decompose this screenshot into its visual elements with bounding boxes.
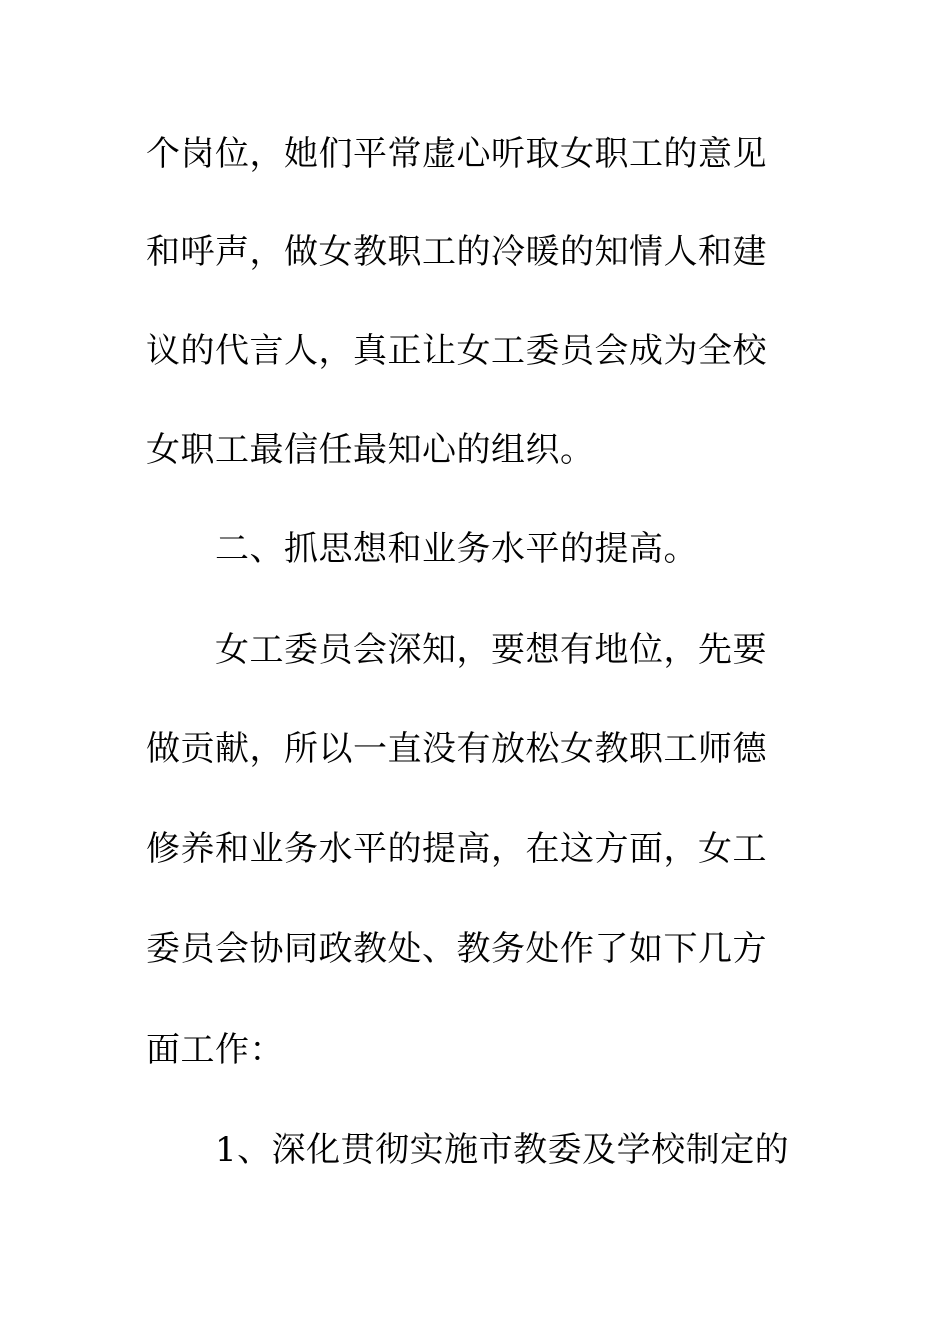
paragraph-line: 和呼声，做女教职工的冷暖的知情人和建 <box>146 232 767 272</box>
paragraph-line: 女工委员会深知，要想有地位，先要 <box>215 630 767 670</box>
section-heading: 二、抓思想和业务水平的提高。 <box>215 529 698 569</box>
list-item-line: 1、深化贯彻实施市教委及学校制定的 <box>215 1130 790 1170</box>
paragraph-line: 女职工最信任最知心的组织。 <box>146 430 595 470</box>
paragraph-line: 议的代言人，真正让女工委员会成为全校 <box>146 331 767 371</box>
paragraph-line: 面工作： <box>146 1030 284 1070</box>
paragraph-line: 个岗位，她们平常虚心听取女职工的意见 <box>146 134 767 174</box>
paragraph-line: 委员会协同政教处、教务处作了如下几方 <box>146 929 767 969</box>
paragraph-line: 修养和业务水平的提高，在这方面，女工 <box>146 829 767 869</box>
paragraph-line: 做贡献，所以一直没有放松女教职工师德 <box>146 729 767 769</box>
